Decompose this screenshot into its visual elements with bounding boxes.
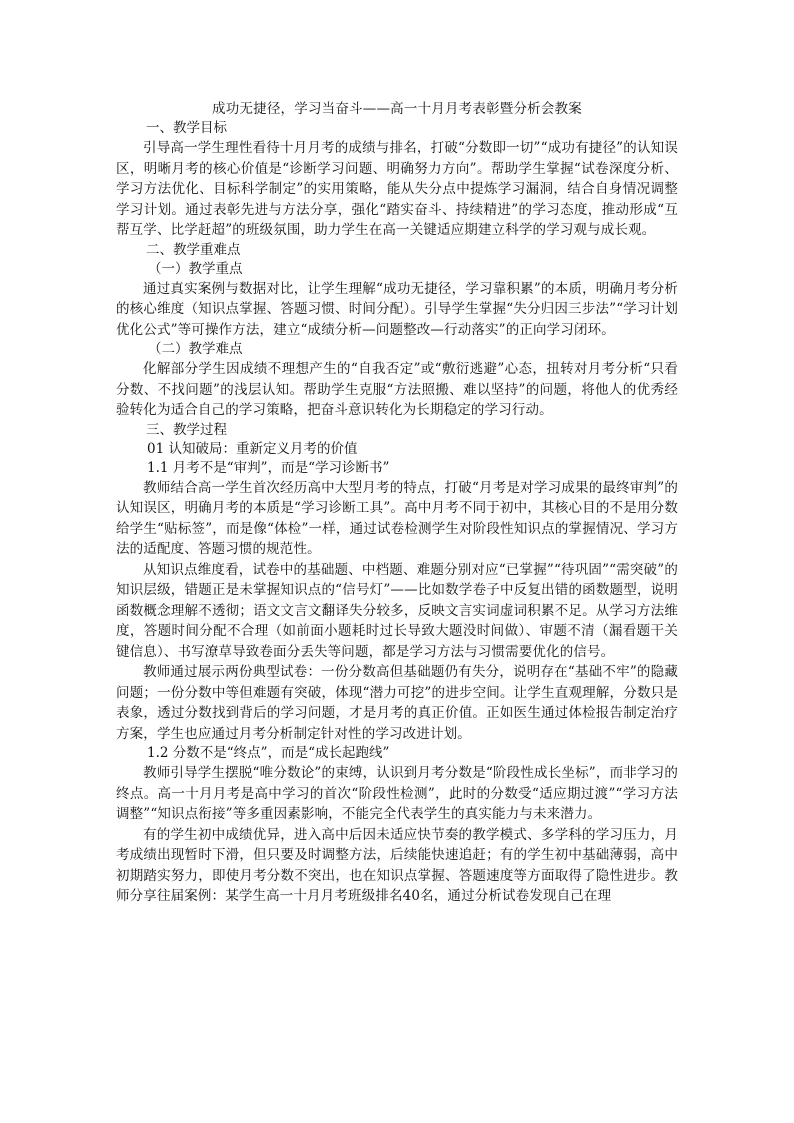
paragraph-objectives: 引导高一学生理性看待十月月考的成绩与排名，打破“分数即一切”“成功有捷径”的认知误区，明晰月考的核心价值是“诊断学习问题、明确努力方向”。帮助学生掌握“试卷深度分析、学习方法优化、目标科学制定”的实用策略，能从失分点中提炼学习漏洞，结合自身情况调整学习计划。通过表彰先进与方法分享，强化“踏实奋斗、持续精进”的学习态度，推动形成“互帮互学、比学赶超”的班级氛围，助力学生在高一关键适应期建立科学的学习观与成长观。: [116, 140, 678, 238]
document-title: 成功无捷径，学习当奋斗——高一十月月考表彰暨分析会教案: [212, 101, 582, 117]
subheading-difficulties: （二）教学难点: [148, 341, 243, 357]
paragraph-difficulties: 化解部分学生因成绩不理想产生的“自我否定”或“敷衍逃避”心态，扭转对月考分析“只看分数、不找问题”的浅层认知。帮助学生克服“方法照搬、难以坚持”的问题，将他人的优秀经验转化为适合自己的学习策略，把奋斗意识转化为长期稳定的学习行动。: [116, 361, 678, 418]
paragraph-1-2-b: 有的学生初中成绩优异，进入高中后因未适应快节奏的教学模式、多学科的学习压力，月考成绩出现暂时下滑，但只要及时调整方法，后续能快速追赶；有的学生初中基础薄弱，高中初期踏实努力，即使月考分数不突出，也在知识点掌握、答题速度等方面取得了隐性进步。教师分享往届案例：某学生高一十月月考班级排名40名，通过分析试卷发现自己在理: [116, 826, 678, 904]
document-page: [116, 100, 678, 907]
subheading-01: 01 认知破局：重新定义月考的价值: [147, 440, 358, 457]
section-heading-key-points: 二、教学重难点: [146, 241, 241, 258]
paragraph-1-2-a: 教师引导学生摆脱“唯分数论”的束缚，认识到月考分数是“阶段性成长坐标”，而非学习的终点。高一十月月考是高中学习的首次“阶段性检测”，此时的分数受“适应期过渡”“学习方法调整”“知识点衔接”等多重因素影响，不能完全代表学生的真实能力与未来潜力。: [116, 765, 678, 822]
paragraph-1-1-a: 教师结合高一学生首次经历高中大型月考的特点，打破“月考是对学习成果的最终审判”的认知误区，明确月考的本质是“学习诊断工具”。高中月考不同于初中，其核心目的不是用分数给学生“贴标签”，而是像“体检”一样，通过试卷检测学生对阶段性知识点的掌握情况、学习方法的适配度、答题习惯的规范性。: [116, 479, 678, 557]
section-heading-objectives: 一、教学目标: [146, 120, 227, 136]
paragraph-key-focus: 通过真实案例与数据对比，让学生理解“成功无捷径，学习靠积累”的本质，明确月考分析的核心维度（知识点掌握、答题习惯、时间分配）。引导学生掌握“失分归因三步法”“学习计划优化公式”等可操作方法，建立“成绩分析—问题整改—行动落实”的正向学习闭环。: [116, 280, 678, 338]
subheading-key-focus: （一）教学重点: [148, 260, 243, 277]
subheading-1-1: 1.1 月考不是“审判”，而是“学习诊断书”: [147, 459, 390, 476]
section-heading-process: 三、教学过程: [146, 421, 227, 438]
subheading-1-2: 1.2 分数不是“终点”，而是“成长起跑线”: [147, 745, 390, 761]
paragraph-1-1-c: 教师通过展示两份典型试卷：一份分数高但基础题仍有失分，说明存在“基础不牢”的隐藏问题；一份分数中等但难题有突破，体现“潜力可挖”的进步空间。让学生直观理解，分数只是表象，透过分数找到背后的学习问题，才是月考的真正价值。正如医生通过体检报告制定治疗方案，学生也应通过月考分析制定针对性的学习改进计划。: [116, 664, 678, 742]
paragraph-1-1-b: 从知识点维度看，试卷中的基础题、中档题、难题分别对应“已掌握”“待巩固”“需突破”的知识层级，错题正是未掌握知识点的“信号灯”——比如数学卷子中反复出错的函数题型，说明函数概念理解不透彻；语文文言文翻译失分较多，反映文言实词虚词积累不足。从学习方法维度，答题时间分配不合理（如前面小题耗时过长导致大题没时间做）、审题不清（漏看题干关键信息）、书写潦草导致卷面分丢失等问题，都是学习方法与习惯需要优化的信号。: [116, 561, 678, 660]
